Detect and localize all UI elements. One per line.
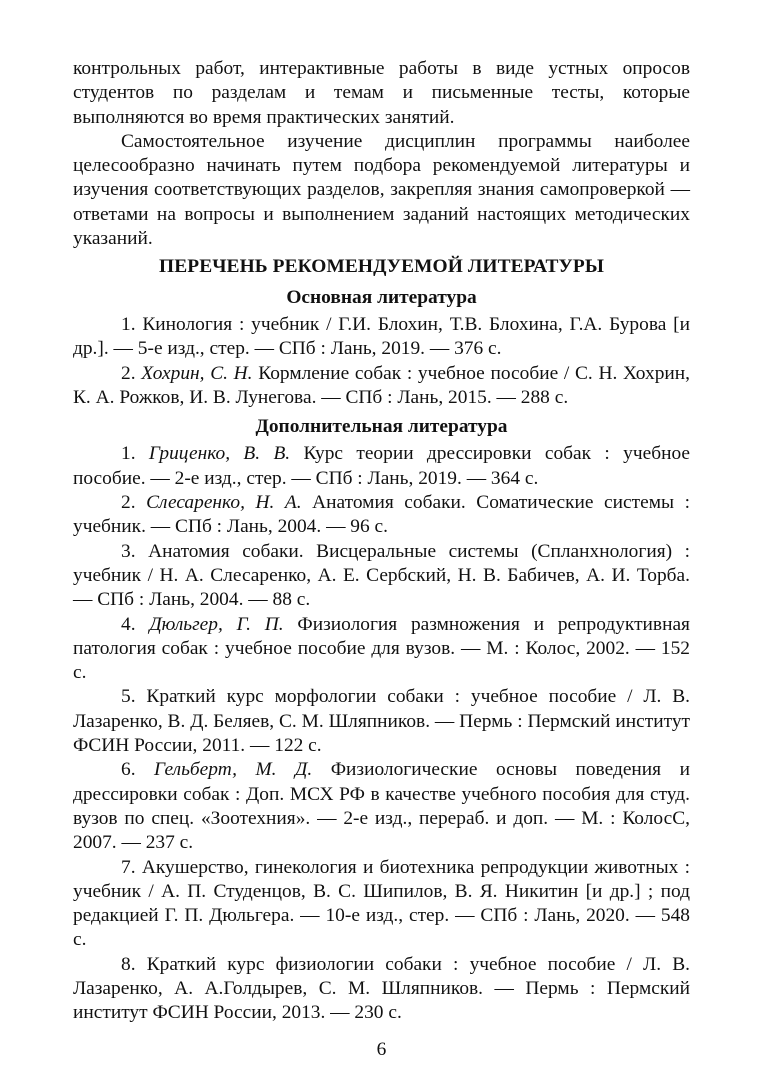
extra-reference-3: 3. Анатомия собаки. Висцеральные системы (Спланхнология) : учебник / Н. А. Слесаренко, А. Е. Сербский, Н. В. Бабичев, А. И. Торба. — СПб : Лань, 2004. — 88 с. — [73, 540, 690, 611]
extra-reference-8: 8. Краткий курс физиологии собаки : учебное пособие / Л. В. Лазаренко, А. А.Голдырев, С. М. Шляпников. — Пермь : Пермский институт ФСИН России, 2013. — 230 с. — [73, 953, 690, 1024]
extra-reference-2: 2. Слесаренко, Н. А. Анатомия собаки. Соматические системы : учебник. — СПб : Лань, 2004. — 96 с. — [73, 492, 690, 538]
section-heading: ПЕРЕЧЕНЬ РЕКОМЕНДУЕМОЙ ЛИТЕРАТУРЫ — [159, 256, 604, 278]
extra-reference-6: 6. Гельберт, М. Д. Физиологические основы поведения и дрессировки собак : Доп. МСХ РФ в качестве учебного пособия для студ. вузов по спец. «Зоотехния». — 2-е изд., перераб. и доп. — М. : КолосС, 2007. — 237 с. — [73, 759, 690, 854]
extra-reference-4: 4. Дюльгер, Г. П. Физиология размножения и репродуктивная патология собак : учебное пособие для вузов. — М. : Колос, 2002. — 152 с. — [73, 613, 690, 684]
extra-reference-5: 5. Краткий курс морфологии собаки : учебное пособие / Л. В. Лазаренко, В. Д. Беляев, С. М. Шляпников. — Пермь : Пермский институт ФСИН России, 2011. — 122 с. — [73, 686, 690, 757]
page-body — [73, 57, 690, 1026]
extra-literature-title: Дополнительная литература — [255, 416, 508, 438]
main-literature-list — [73, 313, 690, 410]
intro-paragraph-2: Самостоятельное изучение дисциплин программы наиболее целесообразно начинать путем подбора рекомендуемой литературы и изучения соответствующих разделов, закрепляя знания самопроверкой — ответами на вопросы и выполнением заданий настоящих методических указаний. — [73, 130, 690, 250]
main-literature-title: Основная литература — [286, 286, 477, 308]
page-number: 6 — [376, 1039, 387, 1060]
main-reference-2: 2. Хохрин, С. Н. Кормление собак : учебное пособие / С. Н. Хохрин, К. А. Рожков, И. В. Лунегова. — СПб : Лань, 2015. — 288 с. — [73, 362, 690, 408]
intro-paragraph-1: контрольных работ, интерактивные работы в виде устных опросов студентов по разделам и темам и письменные тесты, которые выполняются во время практических занятий. — [73, 58, 690, 128]
extra-reference-7: 7. Акушерство, гинекология и биотехника репродукции животных : учебник / А. П. Студенцов, В. С. Шипилов, В. Я. Никитин [и др.] ; под редакцией Г. П. Дюльгера. — 10-е изд., стер. — СПб : Лань, 2020. — 548 с. — [73, 856, 690, 951]
extra-literature-list — [73, 442, 690, 1025]
main-reference-1: 1. Кинология : учебник / Г.И. Блохин, Т.В. Блохина, Г.А. Бурова [и др.]. — 5-е изд., стер. — СПб : Лань, 2019. — 376 с. — [73, 313, 690, 360]
extra-reference-1: 1. Гриценко, В. В. Курс теории дрессировки собак : учебное пособие. — 2-е изд., стер. — СПб : Лань, 2019. — 364 с. — [73, 443, 690, 489]
